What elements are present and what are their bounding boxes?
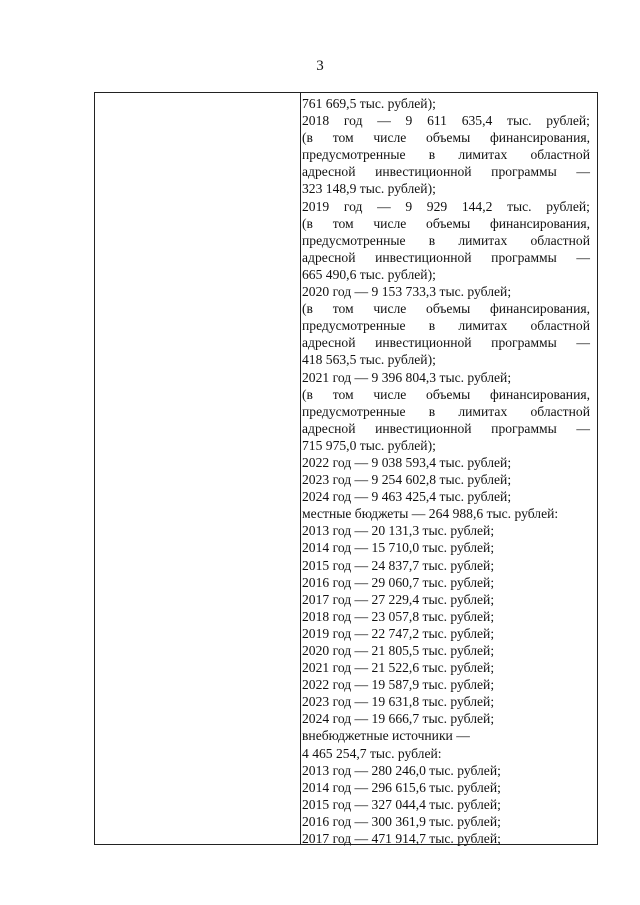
text-line: 2020 год — 9 153 733,3 тыс. рублей;: [302, 284, 512, 300]
text-line: (в том числе объемы финансирования,: [302, 215, 590, 231]
text-line: (в том числе объемы финансирования,: [302, 301, 590, 317]
funding-details-cell: [301, 95, 593, 847]
text-line: 2019 год — 9 929 144,2 тыс. рублей;: [302, 198, 590, 214]
text-line: предусмотренные в лимитах областной: [302, 318, 590, 334]
text-line: предусмотренные в лимитах областной: [302, 403, 590, 419]
text-line: адресной инвестиционной программы —: [302, 335, 590, 351]
text-line: адресной инвестиционной программы —: [302, 164, 590, 180]
funding-table: [94, 92, 598, 845]
text-line: 418 563,5 тыс. рублей);: [302, 352, 436, 368]
text-line: 2018 год — 23 057,8 тыс. рублей;: [302, 608, 495, 624]
text-line: 2017 год — 471 914,7 тыс. рублей;: [302, 831, 501, 847]
text-line: 323 148,9 тыс. рублей);: [302, 181, 436, 197]
page-number: 3: [316, 58, 324, 74]
text-line: 2015 год — 24 837,7 тыс. рублей;: [302, 557, 495, 573]
text-line: 2014 год — 296 615,6 тыс. рублей;: [302, 779, 501, 795]
text-line: 2024 год — 19 666,7 тыс. рублей;: [302, 711, 495, 727]
text-line: 2019 год — 22 747,2 тыс. рублей;: [302, 625, 495, 641]
text-line: предусмотренные в лимитах областной: [302, 232, 590, 248]
text-line: 2016 год — 300 361,9 тыс. рублей;: [302, 813, 501, 829]
text-line: адресной инвестиционной программы —: [302, 249, 590, 265]
text-line: адресной инвестиционной программы —: [302, 420, 590, 436]
text-line: 2013 год — 20 131,3 тыс. рублей;: [302, 523, 495, 539]
text-line: 2014 год — 15 710,0 тыс. рублей;: [302, 540, 495, 556]
text-line: 4 465 254,7 тыс. рублей:: [302, 745, 442, 761]
text-line: внебюджетные источники —: [302, 728, 470, 744]
text-line: 2023 год — 19 631,8 тыс. рублей;: [302, 694, 495, 710]
text-line: (в том числе объемы финансирования,: [302, 386, 590, 402]
text-line: 2021 год — 21 522,6 тыс. рублей;: [302, 660, 495, 676]
text-line: 2021 год — 9 396 804,3 тыс. рублей;: [302, 369, 512, 385]
text-line: 2020 год — 21 805,5 тыс. рублей;: [302, 643, 495, 658]
text-line: 2017 год — 27 229,4 тыс. рублей;: [302, 591, 495, 607]
text-line: 2023 год — 9 254 602,8 тыс. рублей;: [302, 472, 512, 488]
text-line: 665 490,6 тыс. рублей);: [302, 266, 436, 282]
text-line: 2015 год — 327 044,4 тыс. рублей;: [302, 796, 501, 812]
text-line: 2022 год — 9 038 593,4 тыс. рублей;: [302, 454, 512, 470]
text-line: 2024 год — 9 463 425,4 тыс. рублей;: [302, 489, 512, 505]
text-line: 715 975,0 тыс. рублей);: [302, 437, 436, 453]
text-line: 2018 год — 9 611 635,4 тыс. рублей;: [302, 113, 590, 129]
text-line: 2022 год — 19 587,9 тыс. рублей;: [302, 677, 495, 693]
text-line: 2013 год — 280 246,0 тыс. рублей;: [302, 762, 501, 778]
text-line: местные бюджеты — 264 988,6 тыс. рублей:: [302, 506, 559, 522]
text-line: предусмотренные в лимитах областной: [302, 147, 590, 163]
text-line: 761 669,5 тыс. рублей);: [302, 96, 436, 111]
text-line: (в том числе объемы финансирования,: [302, 130, 590, 146]
text-line: 2016 год — 29 060,7 тыс. рублей;: [302, 574, 495, 590]
